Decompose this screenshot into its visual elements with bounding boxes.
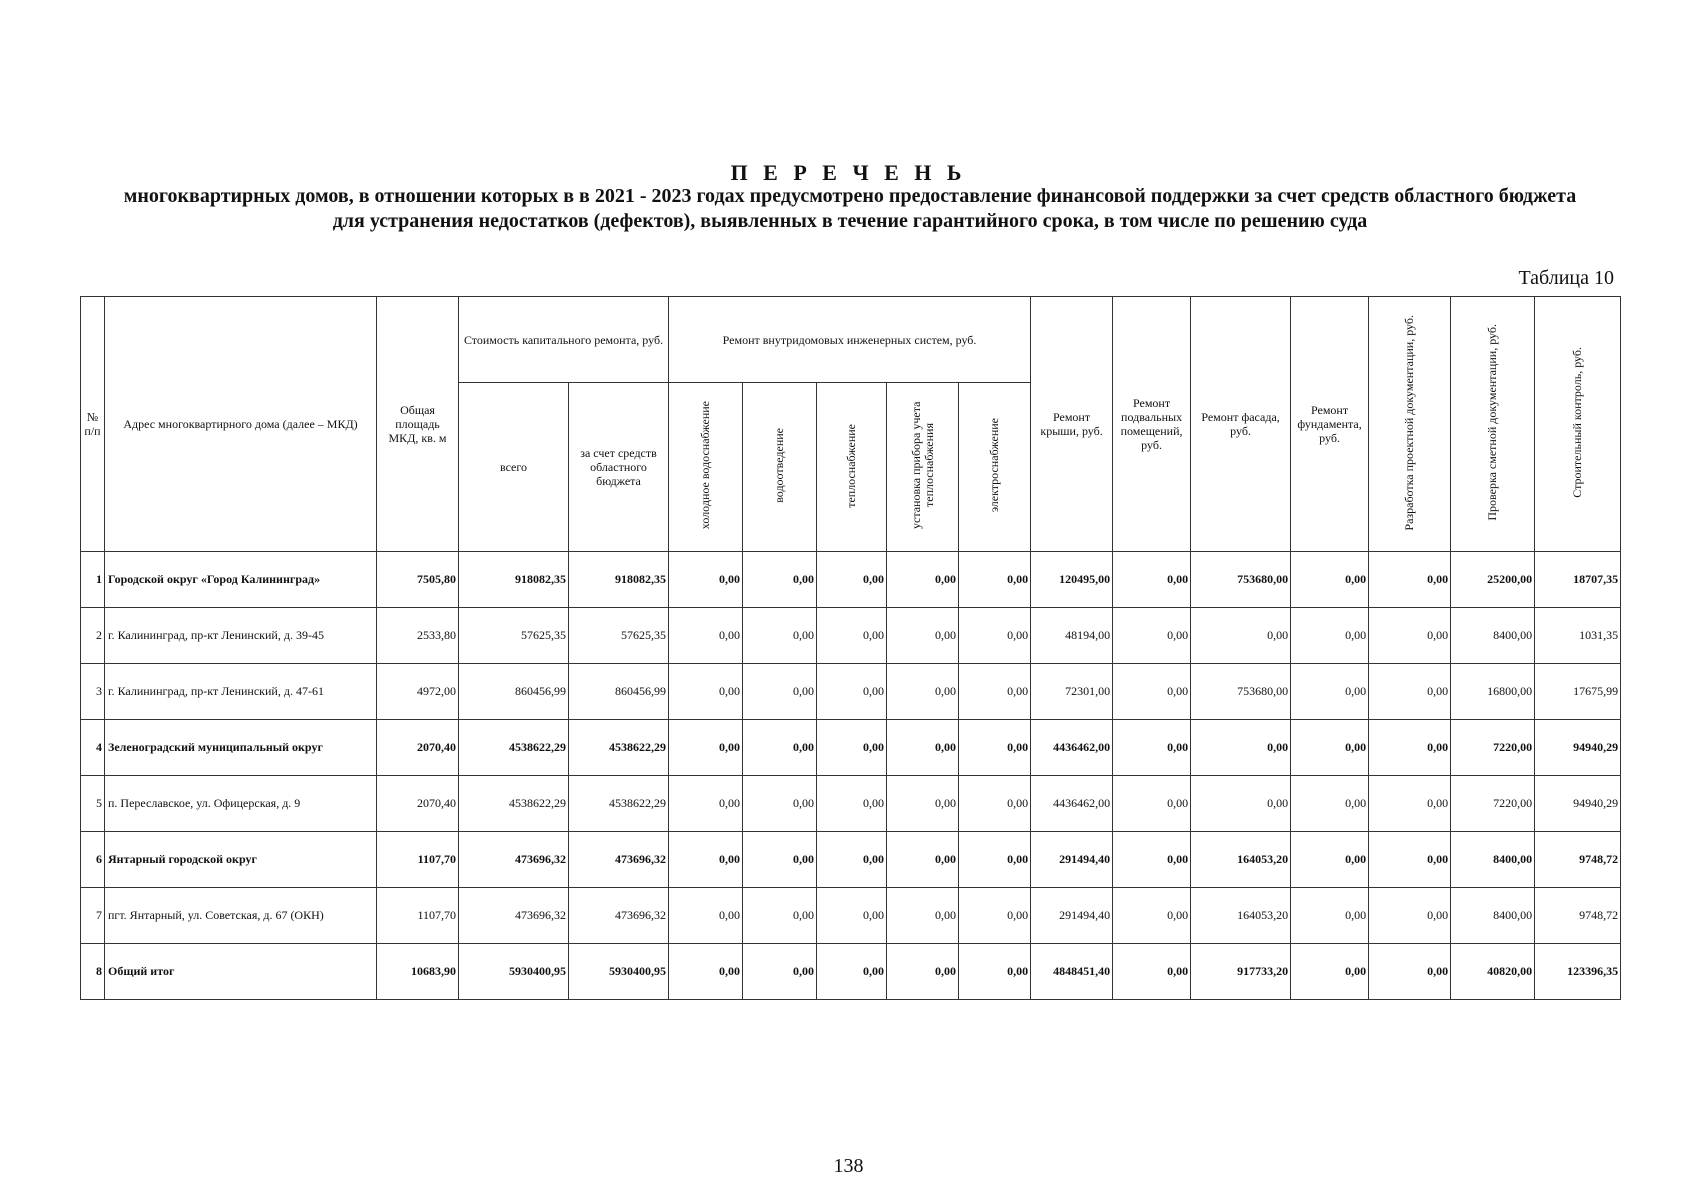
heating-cell: 0,00 [817, 664, 887, 720]
heating-cell: 0,00 [817, 776, 887, 832]
cost-regional-cell: 918082,35 [569, 552, 669, 608]
estimate-check-cell: 8400,00 [1451, 832, 1535, 888]
table-row [81, 552, 1621, 608]
row-number: 1 [81, 552, 105, 608]
meter-cell: 0,00 [887, 832, 959, 888]
basement-cell: 0,00 [1113, 552, 1191, 608]
foundation-cell: 0,00 [1291, 664, 1369, 720]
area-cell: 2533,80 [377, 608, 459, 664]
header-cost-group: Стоимость капитального ремонта, руб. [459, 297, 669, 383]
header-estimate-check: Проверка сметной документации, руб. [1451, 297, 1535, 552]
construction-control-cell: 9748,72 [1535, 832, 1621, 888]
header-address: Адрес многоквартирного дома (далее – МКД) [105, 297, 377, 552]
area-cell: 10683,90 [377, 944, 459, 1000]
cost-regional-cell: 473696,32 [569, 888, 669, 944]
facade-cell: 753680,00 [1191, 552, 1291, 608]
cost-total-cell: 918082,35 [459, 552, 569, 608]
area-cell: 2070,40 [377, 776, 459, 832]
meter-cell: 0,00 [887, 944, 959, 1000]
header-num: № п/п [81, 297, 105, 552]
roof-cell: 4848451,40 [1031, 944, 1113, 1000]
drainage-cell: 0,00 [743, 720, 817, 776]
foundation-cell: 0,00 [1291, 608, 1369, 664]
roof-cell: 4436462,00 [1031, 720, 1113, 776]
table-row [81, 832, 1621, 888]
construction-control-cell: 18707,35 [1535, 552, 1621, 608]
electric-cell: 0,00 [959, 776, 1031, 832]
table-row [81, 664, 1621, 720]
meter-cell: 0,00 [887, 776, 959, 832]
header-basement: Ремонт подвальных помещений, руб. [1113, 297, 1191, 552]
estimate-check-cell: 25200,00 [1451, 552, 1535, 608]
construction-control-cell: 123396,35 [1535, 944, 1621, 1000]
drainage-cell: 0,00 [743, 664, 817, 720]
basement-cell: 0,00 [1113, 944, 1191, 1000]
header-cost-total: всего [459, 383, 569, 552]
facade-cell: 0,00 [1191, 608, 1291, 664]
header-construction-control: Строительный контроль, руб. [1535, 297, 1621, 552]
roof-cell: 291494,40 [1031, 888, 1113, 944]
cold-water-cell: 0,00 [669, 720, 743, 776]
heating-cell: 0,00 [817, 832, 887, 888]
electric-cell: 0,00 [959, 944, 1031, 1000]
construction-control-cell: 1031,35 [1535, 608, 1621, 664]
facade-cell: 0,00 [1191, 776, 1291, 832]
heating-cell: 0,00 [817, 888, 887, 944]
cost-total-cell: 4538622,29 [459, 776, 569, 832]
drainage-cell: 0,00 [743, 832, 817, 888]
header-cost-regional: за счет средств областного бюджета [569, 383, 669, 552]
row-number: 4 [81, 720, 105, 776]
foundation-cell: 0,00 [1291, 944, 1369, 1000]
table-row [81, 776, 1621, 832]
meter-cell: 0,00 [887, 552, 959, 608]
page-number: 138 [833, 1155, 864, 1177]
foundation-cell: 0,00 [1291, 552, 1369, 608]
table-row [81, 888, 1621, 944]
electric-cell: 0,00 [959, 888, 1031, 944]
foundation-cell: 0,00 [1291, 776, 1369, 832]
document-subtitle: многоквартирных домов, в отношении которых в в 2021 - 2023 годах предусмотрено предоставление финансовой поддержки за счет средств областного бюджета для устранения недостатков (дефектов), выявленных в течение гарантийного срока, в том числе по решению суда [123, 185, 1577, 232]
cold-water-cell: 0,00 [669, 552, 743, 608]
meter-cell: 0,00 [887, 608, 959, 664]
address-cell: Зеленоградский муниципальный округ [105, 720, 377, 776]
table-row [81, 608, 1621, 664]
cost-total-cell: 473696,32 [459, 832, 569, 888]
roof-cell: 72301,00 [1031, 664, 1113, 720]
heating-cell: 0,00 [817, 720, 887, 776]
drainage-cell: 0,00 [743, 776, 817, 832]
design-docs-cell: 0,00 [1369, 664, 1451, 720]
drainage-cell: 0,00 [743, 608, 817, 664]
address-cell: г. Калининград, пр-кт Ленинский, д. 47-61 [105, 664, 377, 720]
cost-regional-cell: 57625,35 [569, 608, 669, 664]
electric-cell: 0,00 [959, 664, 1031, 720]
estimate-check-cell: 7220,00 [1451, 720, 1535, 776]
cost-total-cell: 473696,32 [459, 888, 569, 944]
cold-water-cell: 0,00 [669, 664, 743, 720]
row-number: 6 [81, 832, 105, 888]
foundation-cell: 0,00 [1291, 720, 1369, 776]
estimate-check-cell: 8400,00 [1451, 888, 1535, 944]
row-number: 5 [81, 776, 105, 832]
cold-water-cell: 0,00 [669, 608, 743, 664]
area-cell: 2070,40 [377, 720, 459, 776]
header-cold-water: холодное водоснабжение [669, 383, 743, 552]
basement-cell: 0,00 [1113, 888, 1191, 944]
facade-cell: 164053,20 [1191, 832, 1291, 888]
cold-water-cell: 0,00 [669, 888, 743, 944]
cost-total-cell: 57625,35 [459, 608, 569, 664]
estimate-check-cell: 7220,00 [1451, 776, 1535, 832]
basement-cell: 0,00 [1113, 720, 1191, 776]
electric-cell: 0,00 [959, 832, 1031, 888]
facade-cell: 917733,20 [1191, 944, 1291, 1000]
address-cell: г. Калининград, пр-кт Ленинский, д. 39-45 [105, 608, 377, 664]
construction-control-cell: 94940,29 [1535, 776, 1621, 832]
row-number: 2 [81, 608, 105, 664]
table-row [81, 944, 1621, 1000]
header-foundation: Ремонт фундамента, руб. [1291, 297, 1369, 552]
repair-table [80, 296, 1621, 1000]
design-docs-cell: 0,00 [1369, 552, 1451, 608]
design-docs-cell: 0,00 [1369, 888, 1451, 944]
address-cell: Городской округ «Город Калининград» [105, 552, 377, 608]
cost-total-cell: 4538622,29 [459, 720, 569, 776]
meter-cell: 0,00 [887, 664, 959, 720]
facade-cell: 0,00 [1191, 720, 1291, 776]
area-cell: 1107,70 [377, 888, 459, 944]
estimate-check-cell: 16800,00 [1451, 664, 1535, 720]
header-heating: теплоснабжение [817, 383, 887, 552]
heating-cell: 0,00 [817, 608, 887, 664]
table-label: Таблица 10 [1518, 267, 1614, 289]
facade-cell: 164053,20 [1191, 888, 1291, 944]
drainage-cell: 0,00 [743, 944, 817, 1000]
design-docs-cell: 0,00 [1369, 608, 1451, 664]
header-meter: установка прибора учета теплоснабжения [887, 383, 959, 552]
electric-cell: 0,00 [959, 720, 1031, 776]
construction-control-cell: 94940,29 [1535, 720, 1621, 776]
design-docs-cell: 0,00 [1369, 776, 1451, 832]
facade-cell: 753680,00 [1191, 664, 1291, 720]
header-electric: электроснабжение [959, 383, 1031, 552]
basement-cell: 0,00 [1113, 832, 1191, 888]
estimate-check-cell: 8400,00 [1451, 608, 1535, 664]
meter-cell: 0,00 [887, 720, 959, 776]
cost-regional-cell: 4538622,29 [569, 720, 669, 776]
cost-regional-cell: 473696,32 [569, 832, 669, 888]
basement-cell: 0,00 [1113, 776, 1191, 832]
row-number: 7 [81, 888, 105, 944]
table-row [81, 720, 1621, 776]
design-docs-cell: 0,00 [1369, 944, 1451, 1000]
construction-control-cell: 9748,72 [1535, 888, 1621, 944]
cost-regional-cell: 5930400,95 [569, 944, 669, 1000]
cold-water-cell: 0,00 [669, 832, 743, 888]
document-title: П Е Р Е Ч Е Н Ь [730, 160, 967, 185]
meter-cell: 0,00 [887, 888, 959, 944]
cost-regional-cell: 4538622,29 [569, 776, 669, 832]
basement-cell: 0,00 [1113, 664, 1191, 720]
basement-cell: 0,00 [1113, 608, 1191, 664]
row-number: 3 [81, 664, 105, 720]
roof-cell: 48194,00 [1031, 608, 1113, 664]
area-cell: 4972,00 [377, 664, 459, 720]
heating-cell: 0,00 [817, 552, 887, 608]
electric-cell: 0,00 [959, 608, 1031, 664]
cost-total-cell: 860456,99 [459, 664, 569, 720]
header-eng-group: Ремонт внутридомовых инженерных систем, руб. [669, 297, 1031, 383]
cold-water-cell: 0,00 [669, 776, 743, 832]
address-cell: Общий итог [105, 944, 377, 1000]
drainage-cell: 0,00 [743, 552, 817, 608]
design-docs-cell: 0,00 [1369, 720, 1451, 776]
cost-regional-cell: 860456,99 [569, 664, 669, 720]
construction-control-cell: 17675,99 [1535, 664, 1621, 720]
area-cell: 7505,80 [377, 552, 459, 608]
header-facade: Ремонт фасада, руб. [1191, 297, 1291, 552]
design-docs-cell: 0,00 [1369, 832, 1451, 888]
cost-total-cell: 5930400,95 [459, 944, 569, 1000]
header-drainage: водоотведение [743, 383, 817, 552]
foundation-cell: 0,00 [1291, 888, 1369, 944]
address-cell: п. Переславское, ул. Офицерская, д. 9 [105, 776, 377, 832]
drainage-cell: 0,00 [743, 888, 817, 944]
cold-water-cell: 0,00 [669, 944, 743, 1000]
roof-cell: 291494,40 [1031, 832, 1113, 888]
heating-cell: 0,00 [817, 944, 887, 1000]
header-design-docs: Разработка проектной документации, руб. [1369, 297, 1451, 552]
roof-cell: 4436462,00 [1031, 776, 1113, 832]
foundation-cell: 0,00 [1291, 832, 1369, 888]
area-cell: 1107,70 [377, 832, 459, 888]
header-roof: Ремонт крыши, руб. [1031, 297, 1113, 552]
header-area: Общая площадь МКД, кв. м [377, 297, 459, 552]
address-cell: пгт. Янтарный, ул. Советская, д. 67 (ОКН) [105, 888, 377, 944]
roof-cell: 120495,00 [1031, 552, 1113, 608]
address-cell: Янтарный городской округ [105, 832, 377, 888]
estimate-check-cell: 40820,00 [1451, 944, 1535, 1000]
electric-cell: 0,00 [959, 552, 1031, 608]
row-number: 8 [81, 944, 105, 1000]
